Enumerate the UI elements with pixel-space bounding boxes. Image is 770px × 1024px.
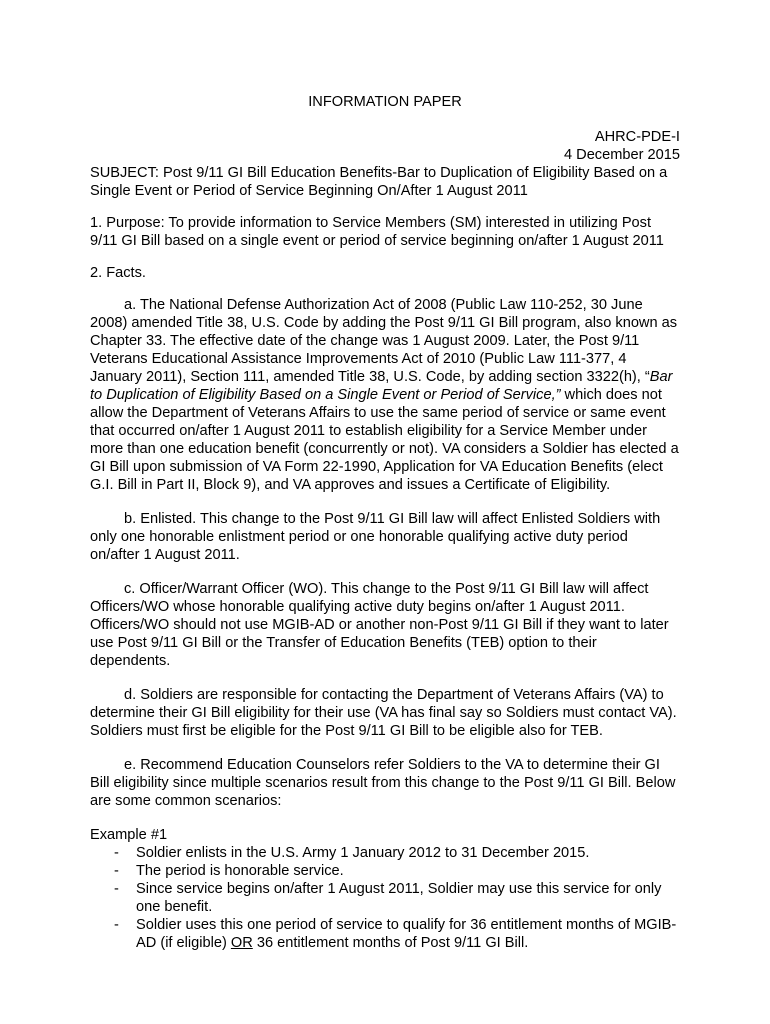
bullet-dash: - <box>114 917 119 933</box>
fact-e-paragraph: e. Recommend Education Counselors refer Soldiers to the VA to determine their GI Bill eligibility since multiple scenarios result from this change to the Post 9/11 GI Bill. Below are some common scenarios: <box>90 757 676 809</box>
list-item <box>90 880 680 916</box>
example-list <box>90 844 680 952</box>
list-item-text-2: 36 entitlement months of Post 9/11 GI Bill. <box>252 935 529 951</box>
example-heading: Example #1 <box>90 827 168 843</box>
list-item <box>90 862 680 880</box>
bullet-dash: - <box>114 863 119 879</box>
fact-a-paragraph <box>90 296 680 494</box>
fact-b-paragraph: b. Enlisted. This change to the Post 9/11 GI Bill law will affect Enlisted Soldiers with only one honorable enlistment period or one honorable qualifying active duty period on/after 1 August 2011. <box>90 511 661 563</box>
fact-a-text-2: which does not allow the Department of Veterans Affairs to use the same period of service or same event that occurred on/after 1 August 2011 to establish eligibility for a Service Member under more than one education benefit (concurrently or not). VA considers a Soldier has elected a GI Bill upon submission of VA Form 22-1990, Application for VA Education Benefits (elect G.I. Bill in Part II, Block 9), and VA approves and issues a Certificate of Eligibility. <box>90 387 679 493</box>
document-body <box>90 93 680 952</box>
document-title: INFORMATION PAPER <box>308 94 462 110</box>
list-item-text: Soldier enlists in the U.S. Army 1 January 2012 to 31 December 2015. <box>136 845 590 861</box>
underlined-or: OR <box>230 935 253 951</box>
subject-line: SUBJECT: Post 9/11 GI Bill Education Benefits-Bar to Duplication of Eligibility Based on a Single Event or Period of Service Beginning On/After 1 August 2011 <box>90 165 668 199</box>
fact-c-paragraph: c. Officer/Warrant Officer (WO). This change to the Post 9/11 GI Bill law will affect Officers/WO whose honorable qualifying active duty begins on/after 1 August 2011. Officers/WO should not use MGIB-AD or another non-Post 9/11 GI Bill if they want to later use Post 9/11 GI Bill or the Transfer of Education Benefits (TEB) option to their dependents. <box>90 581 669 669</box>
fact-a-italic-title: Bar to Duplication of Eligibility Based on a Single Event or Period of Service,” <box>90 369 673 403</box>
bullet-dash: - <box>114 881 119 897</box>
list-item-text: The period is honorable service. <box>136 863 344 879</box>
list-item <box>90 916 680 952</box>
office-symbol: AHRC-PDE-I <box>594 129 680 145</box>
purpose-paragraph: 1. Purpose: To provide information to Service Members (SM) interested in utilizing Post 9/11 GI Bill based on a single event or period of service beginning on/after 1 August 2011 <box>90 215 664 249</box>
fact-d-paragraph: d. Soldiers are responsible for contacting the Department of Veterans Affairs (VA) to determine their GI Bill eligibility for their use (VA has final say so Soldiers must contact VA). Soldiers must first be eligible for the Post 9/11 GI Bill to be eligible also for TEB. <box>90 687 677 739</box>
facts-heading: 2. Facts. <box>90 265 146 281</box>
fact-a-text-1: a. The National Defense Authorization Act of 2008 (Public Law 110-252, 30 June 2008) amended Title 38, U.S. Code by adding the Post 9/11 GI Bill program, also known as Chapter 33. The effective date of the change was 1 August 2009. Later, the Post 9/11 Veterans Educational Assistance Improvements Act of 2010 (Public Law 111-377, 4 January 2011), Section 111, amended Title 38, U.S. Code, by adding section 3322(h), “ <box>90 297 678 385</box>
list-item-text-1: Soldier uses this one period of service to qualify for 36 entitlement months of MGIB-AD (if eligible) <box>136 917 677 951</box>
document-header <box>90 128 680 164</box>
list-item <box>90 844 680 862</box>
document-date: 4 December 2015 <box>563 147 680 163</box>
list-item-text: Since service begins on/after 1 August 2011, Soldier may use this service for only one benefit. <box>136 881 662 915</box>
bullet-dash: - <box>114 845 119 861</box>
